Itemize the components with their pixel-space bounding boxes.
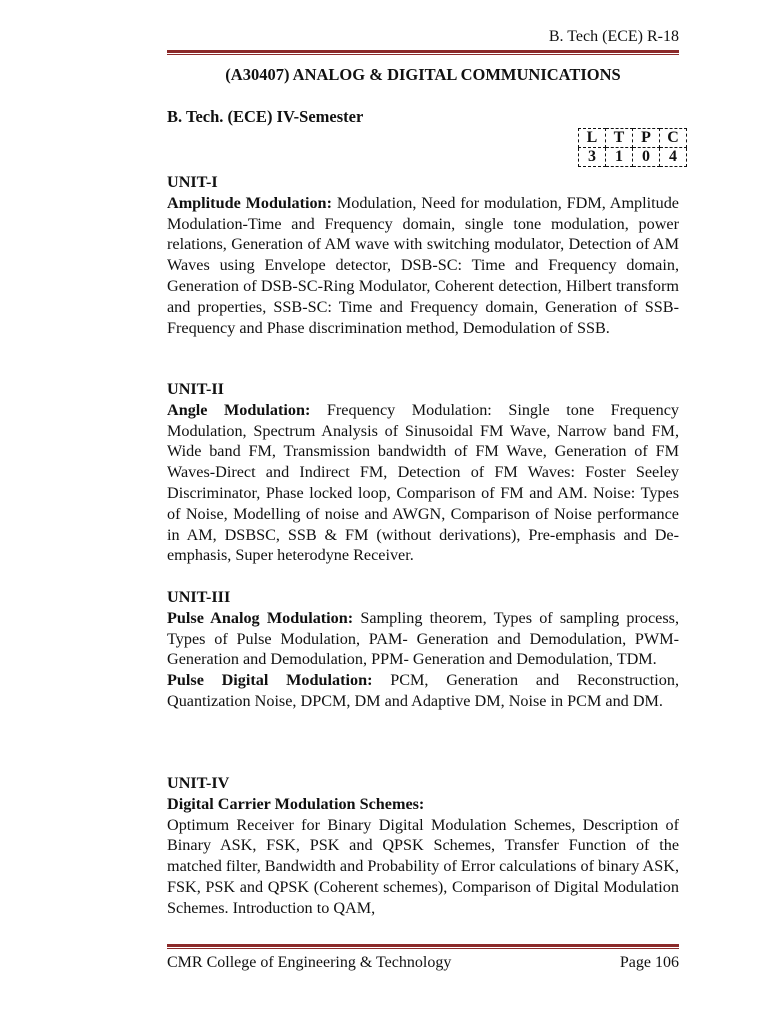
ltpc-value-cell: 3 xyxy=(579,148,606,167)
footer-page-number: Page 106 xyxy=(619,954,679,971)
unit-topic-2: Pulse Digital Modulation: xyxy=(167,671,373,690)
unit-2-section xyxy=(167,379,679,566)
unit-text: Optimum Receiver for Binary Digital Modulation Schemes, Description of Binary ASK, FSK, PSK and QPSK Schemes, Transfer Function of the matched filter, Bandwidth and Probability of Error calculations of binary ASK, FSK, PSK and QPSK (Coherent schemes), Comparison of Digital Modulation Schemes. Introduction to QAM, xyxy=(167,815,679,917)
unit-topic: Digital Carrier Modulation Schemes: xyxy=(167,794,425,813)
unit-text: Modulation, Need for modulation, FDM, Amplitude Modulation-Time and Frequency domain, single tone modulation, power relations, Generation of AM wave with switching modulator, Detection of AM Waves using Envelope detector, DSB-SC: Time and Frequency domain, Generation of DSB-SC-Ring Modulator, Coherent detection, Hilbert transform and properties, SSB-SC: Time and Frequency domain, Generation of SSB-Frequency and Phase discrimination method, Demodulation of SSB. xyxy=(167,193,679,337)
header-rule xyxy=(167,50,679,55)
footer-institution: CMR College of Engineering & Technology xyxy=(167,954,452,971)
unit-topic: Amplitude Modulation: xyxy=(167,193,332,212)
ltpc-table xyxy=(578,128,687,167)
unit-topic: Angle Modulation: xyxy=(167,400,311,419)
unit-3-section xyxy=(167,587,679,712)
unit-body xyxy=(167,193,679,339)
semester-label: B. Tech. (ECE) IV-Semester xyxy=(167,107,364,126)
ltpc-header-cell: C xyxy=(660,129,687,148)
unit-heading: UNIT-IV xyxy=(167,774,230,792)
ltpc-value-cell: 4 xyxy=(660,148,687,167)
header-program: B. Tech (ECE) R-18 xyxy=(548,28,679,45)
unit-heading: UNIT-II xyxy=(167,380,224,398)
document-page xyxy=(167,0,679,1024)
unit-topic: Pulse Analog Modulation: xyxy=(167,608,354,627)
course-title: (A30407) ANALOG & DIGITAL COMMUNICATIONS xyxy=(225,65,621,84)
ltpc-header-cell: L xyxy=(579,129,606,148)
ltpc-header-row xyxy=(579,129,687,148)
footer-rule xyxy=(167,944,679,949)
unit-body-2 xyxy=(167,670,679,712)
unit-text: Sampling theorem, Types of sampling process, Types of Pulse Modulation, PAM- Generation and Demodulation, PWM- Generation and Demodulation, PPM- Generation and Demodulation, TDM. xyxy=(167,608,679,669)
unit-body xyxy=(167,400,679,566)
ltpc-value-cell: 1 xyxy=(606,148,633,167)
unit-body xyxy=(167,608,679,670)
unit-heading: UNIT-III xyxy=(167,588,231,606)
unit-text-2: PCM, Generation and Reconstruction, Quantization Noise, DPCM, DM and Adaptive DM, Noise in PCM and DM. xyxy=(167,671,679,710)
unit-text: Frequency Modulation: Single tone Frequency Modulation, Spectrum Analysis of Sinusoidal FM Wave, Narrow band FM, Wide band FM, Transmission bandwidth of FM Wave, Generation of FM Waves-Direct and Indirect FM, Detection of FM Waves: Foster Seeley Discriminator, Phase locked loop, Comparison of FM and AM. Noise: Types of Noise, Modelling of noise and AWGN, Comparison of Noise performance in AM, DSBSC, SSB & FM (without derivations), Pre-emphasis and De-emphasis, Super heterodyne Receiver. xyxy=(167,400,679,565)
ltpc-header-cell: P xyxy=(633,129,660,148)
ltpc-value-row xyxy=(579,148,687,167)
ltpc-header-cell: T xyxy=(606,129,633,148)
unit-heading: UNIT-I xyxy=(167,173,218,191)
unit-4-section xyxy=(167,773,679,919)
unit-1-section xyxy=(167,172,679,338)
ltpc-value-cell: 0 xyxy=(633,148,660,167)
